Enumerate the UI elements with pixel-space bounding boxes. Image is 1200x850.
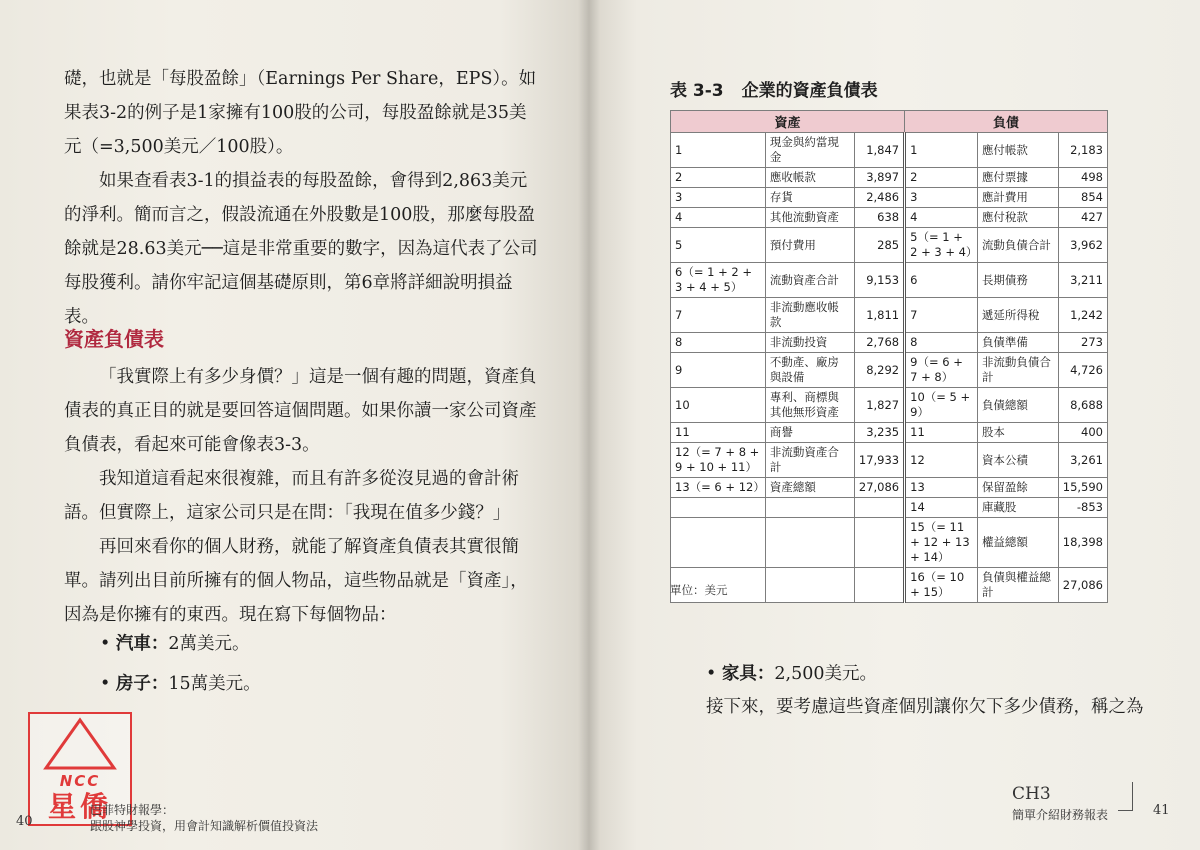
right-page xyxy=(588,0,1200,850)
table-row xyxy=(671,423,1108,443)
asset-value: 17,933 xyxy=(854,443,904,478)
liability-item: 負債總額 xyxy=(977,388,1058,423)
liability-item: 股本 xyxy=(977,423,1058,443)
asset-value: 8,292 xyxy=(854,353,904,388)
asset-item: 不動產、廠房與設備 xyxy=(765,353,854,388)
liability-number: 13 xyxy=(905,478,978,498)
table-row xyxy=(671,188,1108,208)
paragraph-debts: 接下來，要考慮這些資產個別讓你欠下多少債務，稱之為 xyxy=(706,697,1144,717)
asset-value: 2,486 xyxy=(854,188,904,208)
table-row xyxy=(671,333,1108,353)
asset-item xyxy=(765,568,854,603)
asset-value: 638 xyxy=(854,208,904,228)
page-number-left: 40 xyxy=(16,814,33,829)
liability-item: 非流動負債合計 xyxy=(977,353,1058,388)
book-title-line2: 跟股神學投資，用會計知識解析價值投資法 xyxy=(90,819,319,833)
chapter-title: 簡單介紹財務報表 xyxy=(1012,808,1109,822)
header-assets: 資產 xyxy=(671,111,905,133)
liability-value: 498 xyxy=(1058,168,1107,188)
table-row xyxy=(671,518,1108,568)
bullet-label: 房子 xyxy=(115,674,151,694)
liability-item: 負債與權益總計 xyxy=(977,568,1058,603)
section-title-balance-sheet: 資產負債表 xyxy=(64,327,164,351)
bullet-car: • 汽車：2萬美元。 xyxy=(100,634,250,654)
table-row xyxy=(671,298,1108,333)
asset-value: 9,153 xyxy=(854,263,904,298)
liability-item: 負債準備 xyxy=(977,333,1058,353)
left-page xyxy=(0,0,588,850)
stamp-name: 星僑 xyxy=(47,790,112,823)
page-number-right: 41 xyxy=(1153,803,1170,818)
asset-value: 2,768 xyxy=(854,333,904,353)
liability-value: 3,962 xyxy=(1058,228,1107,263)
liability-value: 3,211 xyxy=(1058,263,1107,298)
liability-value: 273 xyxy=(1058,333,1107,353)
asset-number: 7 xyxy=(671,298,766,333)
bullet-value: 15萬美元。 xyxy=(168,674,261,694)
table-row xyxy=(671,388,1108,423)
asset-number: 2 xyxy=(671,168,766,188)
liability-number: 2 xyxy=(905,168,978,188)
asset-number: 3 xyxy=(671,188,766,208)
table-caption xyxy=(670,76,896,101)
liability-number: 16（= 10 + 15） xyxy=(905,568,978,603)
asset-item: 非流動資產合計 xyxy=(765,443,854,478)
asset-item: 非流動投資 xyxy=(765,333,854,353)
liability-item: 應付帳款 xyxy=(977,133,1058,168)
bullet-furniture: • 家具：2,500美元。 xyxy=(706,664,877,684)
asset-number: 8 xyxy=(671,333,766,353)
table-row xyxy=(671,168,1108,188)
liability-item: 庫藏股 xyxy=(977,498,1058,518)
table-row xyxy=(671,133,1108,168)
liability-item: 應計費用 xyxy=(977,188,1058,208)
asset-item: 其他流動資產 xyxy=(765,208,854,228)
asset-item xyxy=(765,518,854,568)
header-liabilities: 負債 xyxy=(905,111,1108,133)
asset-value: 27,086 xyxy=(854,478,904,498)
liability-number: 12 xyxy=(905,443,978,478)
table-row xyxy=(671,568,1108,603)
asset-item xyxy=(765,498,854,518)
paragraph-net-income: 如果查看表3-1的損益表的每股盈餘，會得到2,863美元的淨利。簡而言之，假設流通在外股數是100股，那麼每股盈餘就是28.63美元──這是非常重要的數字，因為這代表了公司每股獲利。請你牢記這個基礎原則，第6章將詳細說明損益表。 xyxy=(64,171,538,327)
asset-value: 3,897 xyxy=(854,168,904,188)
liability-item: 資本公積 xyxy=(977,443,1058,478)
liability-value: 400 xyxy=(1058,423,1107,443)
asset-value xyxy=(854,518,904,568)
liability-value: 15,590 xyxy=(1058,478,1107,498)
bullet-label: 汽車 xyxy=(115,634,151,654)
bullet-label: 家具 xyxy=(721,664,757,684)
asset-number: 11 xyxy=(671,423,766,443)
liability-value: 4,726 xyxy=(1058,353,1107,388)
liability-value: 3,261 xyxy=(1058,443,1107,478)
asset-value: 1,827 xyxy=(854,388,904,423)
asset-item: 現金與約當現金 xyxy=(765,133,854,168)
liability-number: 8 xyxy=(905,333,978,353)
liability-value: 18,398 xyxy=(1058,518,1107,568)
asset-item: 預付費用 xyxy=(765,228,854,263)
liability-value: 27,086 xyxy=(1058,568,1107,603)
liability-number: 1 xyxy=(905,133,978,168)
asset-item: 存貨 xyxy=(765,188,854,208)
liability-item: 流動負債合計 xyxy=(977,228,1058,263)
liability-item: 應付票據 xyxy=(977,168,1058,188)
asset-value xyxy=(854,498,904,518)
table-body xyxy=(671,133,1108,603)
asset-number: 13（= 6 + 12） xyxy=(671,478,766,498)
liability-item: 遞延所得稅 xyxy=(977,298,1058,333)
table-row xyxy=(671,353,1108,388)
liability-number: 6 xyxy=(905,263,978,298)
table-title: 企業的資產負債表 xyxy=(741,81,878,101)
liability-number: 9（= 6 + 7 + 8） xyxy=(905,353,978,388)
asset-value: 3,235 xyxy=(854,423,904,443)
liability-value: -853 xyxy=(1058,498,1107,518)
liability-number: 15（= 11 + 12 + 13 + 14） xyxy=(905,518,978,568)
liability-item: 權益總額 xyxy=(977,518,1058,568)
asset-number: 5 xyxy=(671,228,766,263)
asset-number: 10 xyxy=(671,388,766,423)
asset-item: 商譽 xyxy=(765,423,854,443)
stamp-ncc: NCC xyxy=(59,772,101,790)
corner-mark xyxy=(1118,782,1133,811)
liability-number: 3 xyxy=(905,188,978,208)
liability-number: 10（= 5 + 9） xyxy=(905,388,978,423)
paragraph-personal-finance: 再回來看你的個人財務，就能了解資產負債表其實很簡單。請列出目前所擁有的個人物品，這些物品就是「資產」，因為是你擁有的東西。現在寫下每個物品： xyxy=(64,537,528,625)
asset-item: 流動資產合計 xyxy=(765,263,854,298)
asset-number: 4 xyxy=(671,208,766,228)
asset-number xyxy=(671,518,766,568)
liability-number: 4 xyxy=(905,208,978,228)
asset-item: 應收帳款 xyxy=(765,168,854,188)
asset-number: 9 xyxy=(671,353,766,388)
table-row xyxy=(671,263,1108,298)
table-row xyxy=(671,443,1108,478)
liability-number: 14 xyxy=(905,498,978,518)
table-row xyxy=(671,478,1108,498)
table-row xyxy=(671,498,1108,518)
asset-number xyxy=(671,498,766,518)
asset-number: 6（= 1 + 2 + 3 + 4 + 5） xyxy=(671,263,766,298)
table-header-row xyxy=(671,111,1108,133)
liability-number: 11 xyxy=(905,423,978,443)
asset-value: 1,847 xyxy=(854,133,904,168)
asset-item: 非流動應收帳款 xyxy=(765,298,854,333)
table-row xyxy=(671,228,1108,263)
bullet-house: • 房子：15萬美元。 xyxy=(100,674,261,694)
paragraph-complex-terms: 我知道這看起來很複雜，而且有許多從沒見過的會計術語。但實際上，這家公司只是在問：「我現在值多少錢？」 xyxy=(64,469,519,523)
bullet-value: 2萬美元。 xyxy=(168,634,250,654)
liability-value: 8,688 xyxy=(1058,388,1107,423)
liability-number: 5（= 1 + 2 + 3 + 4） xyxy=(905,228,978,263)
triangle-logo-icon xyxy=(30,714,130,774)
asset-item: 專利、商標與其他無形資產 xyxy=(765,388,854,423)
table-row xyxy=(671,208,1108,228)
unit-note: 單位：美元 xyxy=(670,583,728,597)
asset-number: 12（= 7 + 8 + 9 + 10 + 11） xyxy=(671,443,766,478)
book-title-line1: 巴菲特財報學： xyxy=(90,803,175,817)
asset-number: 1 xyxy=(671,133,766,168)
liability-value: 427 xyxy=(1058,208,1107,228)
paragraph-eps: 礎，也就是「每股盈餘」（Earnings Per Share，EPS）。如果表3-2的例子是1家擁有100股的公司，每股盈餘就是35美元（=3,500美元／100股）。 xyxy=(64,69,537,157)
balance-sheet-table xyxy=(670,110,1108,603)
table-label: 表 3-3 xyxy=(670,81,724,101)
asset-item: 資產總額 xyxy=(765,478,854,498)
liability-item: 長期債務 xyxy=(977,263,1058,298)
asset-value xyxy=(854,568,904,603)
liability-value: 854 xyxy=(1058,188,1107,208)
asset-value: 285 xyxy=(854,228,904,263)
liability-number: 7 xyxy=(905,298,978,333)
book-title-footer xyxy=(90,802,318,834)
liability-value: 1,242 xyxy=(1058,298,1107,333)
liability-value: 2,183 xyxy=(1058,133,1107,168)
liability-item: 應付稅款 xyxy=(977,208,1058,228)
chapter-label: CH3 xyxy=(1012,784,1051,804)
asset-value: 1,811 xyxy=(854,298,904,333)
bullet-value: 2,500美元。 xyxy=(774,664,877,684)
liability-item: 保留盈餘 xyxy=(977,478,1058,498)
paragraph-worth-question: 「我實際上有多少身價？」這是一個有趣的問題，資產負債表的真正目的就是要回答這個問題。如果你讀一家公司資產負債表，看起來可能會像表3-3。 xyxy=(64,367,537,455)
book-gutter xyxy=(578,0,600,850)
